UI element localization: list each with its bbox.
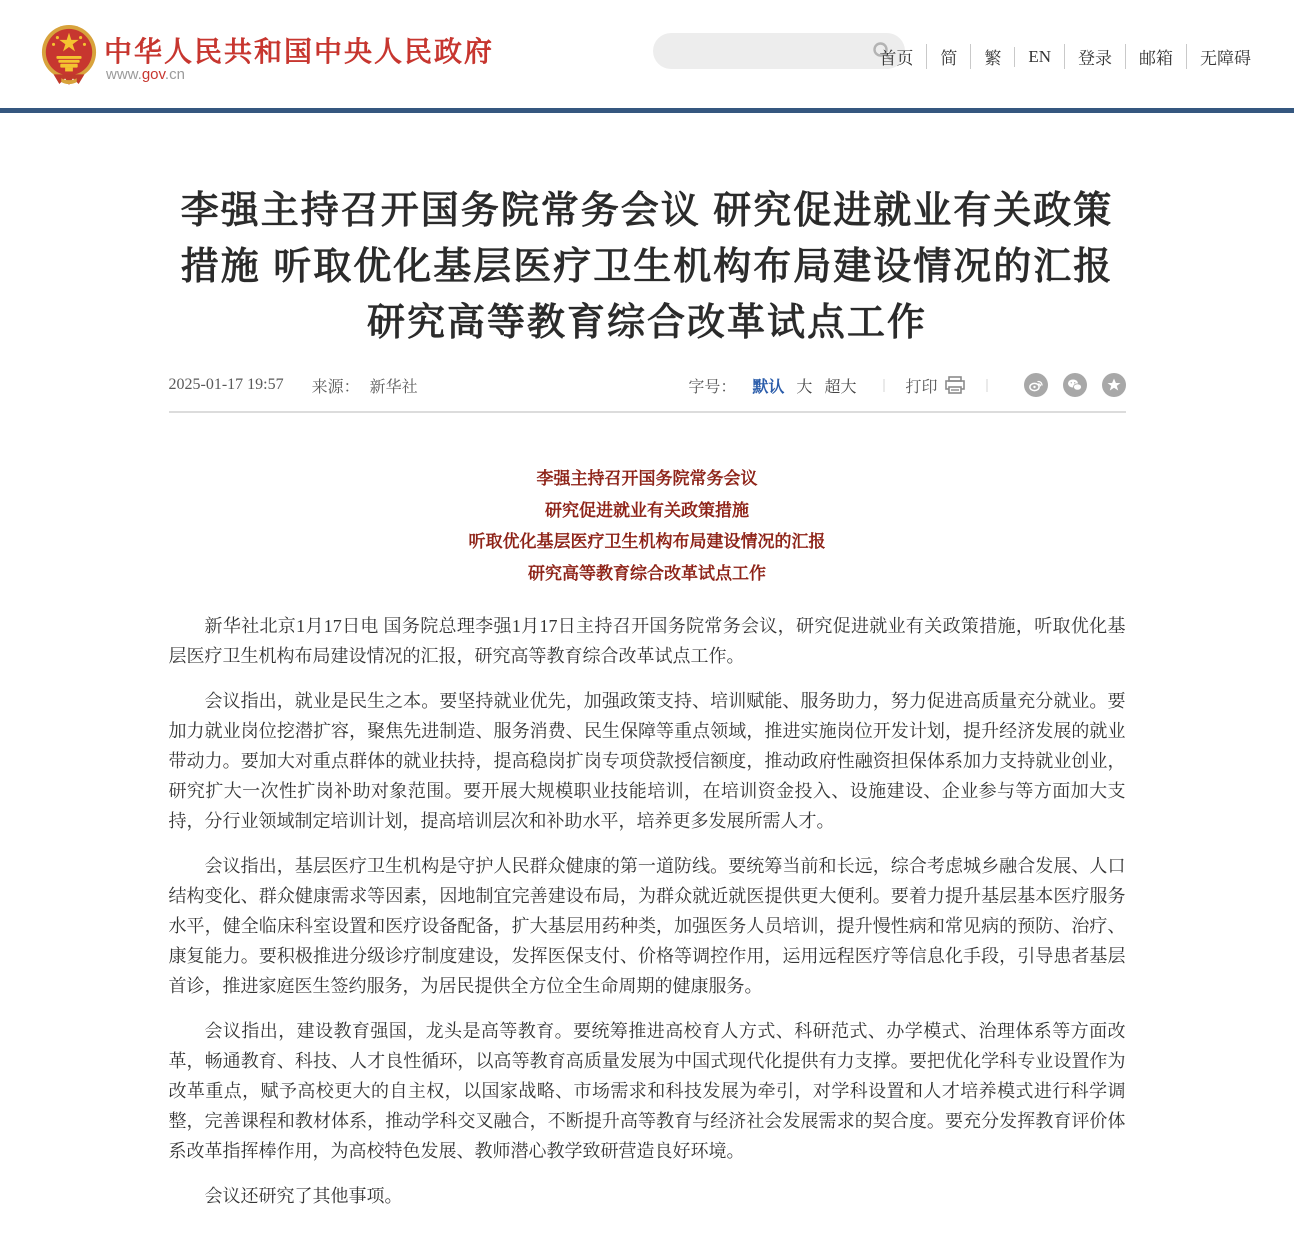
wechat-icon: [1067, 377, 1083, 393]
paragraph: 会议指出，就业是民生之本。要坚持就业优先，加强政策支持、培训赋能、服务助力，努力促进高质量充分就业。要加力就业岗位挖潜扩容，聚焦先进制造、服务消费、民生保障等重点领域，推进实施岗位开发计划，提升经济发展的就业带动力。要加大对重点群体的就业扶持，提高稳岗扩岗专项贷款授信额度，推动政府性融资担保体系加力支持就业创业，研究扩大一次性扩岗补助对象范围。要开展大规模职业技能培训，在培训资金投入、设施建设、企业参与等方面加大支持，分行业领域制定培训计划，提高培训层次和补助水平，培养更多发展所需人才。: [168, 691, 1126, 831]
printer-icon: [945, 376, 965, 394]
weibo-icon: [1028, 377, 1044, 393]
fontsize-label: 字号：: [688, 378, 737, 396]
paragraph: 会议还研究了其他事项。: [204, 1186, 403, 1206]
paragraph: 会议指出，建设教育强国，龙头是高等教育。要统筹推进高校育人方式、科研范式、办学模式、治理体系等方面改革，畅通教育、科技、人才良性循环，以高等教育高质量发展为中国式现代化提供有力支撑。要把优化学科专业设置作为改革重点，赋予高校更大的自主权，以国家战略、市场需求和科技发展为牵引，对学科设置和人才培养模式进行科学调整，完善课程和教材体系，推动学科交叉融合，不断提升高等教育与经济社会发展需求的契合度。要充分发挥教育评价体系改革指挥棒作用，为高校特色发展、教师潜心教学致研营造良好环境。: [168, 1021, 1126, 1161]
toolbar-separator: |: [985, 376, 989, 393]
nav-item-login[interactable]: 登录: [1064, 44, 1125, 69]
weibo-share-button[interactable]: [1024, 373, 1048, 397]
publish-date: 2025-01-17 19:57: [168, 376, 284, 393]
source-value: 新华社: [369, 378, 418, 396]
site-header: [0, 0, 1294, 108]
paragraph: 新华社北京1月17日电 国务院总理李强1月17日主持召开国务院常务会议，研究促进就业有关政策措施，听取优化基层医疗卫生机构布局建设情况的汇报，研究高等教育综合改革试点工作。: [168, 616, 1126, 666]
fontsize-default-button[interactable]: 默认: [752, 378, 785, 396]
toolbar-separator: |: [882, 376, 886, 393]
site-url-gov: gov: [141, 66, 165, 83]
nav-item-accessibility[interactable]: 无障碍: [1186, 44, 1264, 69]
nav-item-simplified[interactable]: 简: [926, 44, 970, 69]
site-url: [106, 66, 185, 83]
print-label: 打印: [905, 378, 938, 396]
site-title[interactable]: 中华人民共和国中央人民政府: [104, 36, 495, 67]
source-label: 来源：: [311, 378, 360, 396]
nav-item-mail[interactable]: 邮箱: [1125, 44, 1186, 69]
nav-item-home[interactable]: 首页: [879, 49, 914, 68]
nav-item-english[interactable]: EN: [1014, 47, 1064, 67]
favorite-share-button[interactable]: [1102, 373, 1126, 397]
article-title: 李强主持召开国务院常务会议 研究促进就业有关政策措施 听取优化基层医疗卫生机构布局建设情况的汇报 研究高等教育综合改革试点工作: [180, 190, 1114, 344]
article-meta-row: [169, 373, 1126, 413]
site-url-prefix: www.: [106, 66, 142, 83]
site-url-suffix: .cn: [164, 66, 185, 83]
article-meta-left: [169, 374, 418, 397]
article-toolbar: [688, 373, 1125, 397]
subtitle-line: 听取优化基层医疗卫生机构布局建设情况的汇报: [468, 532, 826, 551]
print-button[interactable]: [905, 374, 965, 397]
article-subtitle-block: [169, 463, 1126, 589]
share-icons: [1009, 373, 1126, 397]
fontsize-large-button[interactable]: 大: [796, 378, 813, 396]
nav-item-traditional[interactable]: 繁: [970, 44, 1014, 69]
wechat-share-button[interactable]: [1063, 373, 1087, 397]
star-icon: [1106, 377, 1122, 393]
fontsize-xlarge-button[interactable]: 超大: [824, 378, 857, 396]
subtitle-line: 李强主持召开国务院常务会议: [536, 469, 758, 488]
subtitle-line: 研究促进就业有关政策措施: [545, 500, 749, 520]
article-body: [169, 611, 1126, 1211]
subtitle-line: 研究高等教育综合改革试点工作: [528, 563, 766, 583]
top-navigation: [866, 44, 1264, 69]
header-divider-bar: [0, 108, 1294, 113]
national-emblem-logo[interactable]: [40, 24, 98, 86]
article-page: [169, 183, 1126, 1211]
paragraph: 会议指出，基层医疗卫生机构是守护人民群众健康的第一道防线。要统筹当前和长远，综合考虑城乡融合发展、人口结构变化、群众健康需求等因素，因地制宜完善建设布局，为群众就近就医提供更大便利。要着力提升基层基本医疗服务水平，健全临床科室设置和医疗设备配备，扩大基层用药种类，加强医务人员培训，提升慢性病和常见病的预防、治疗、康复能力。要积极推进分级诊疗制度建设，发挥医保支付、价格等调控作用，运用远程医疗等信息化手段，引导患者基层首诊，推进家庭医生签约服务，为居民提供全方位全生命周期的健康服务。: [168, 856, 1126, 996]
